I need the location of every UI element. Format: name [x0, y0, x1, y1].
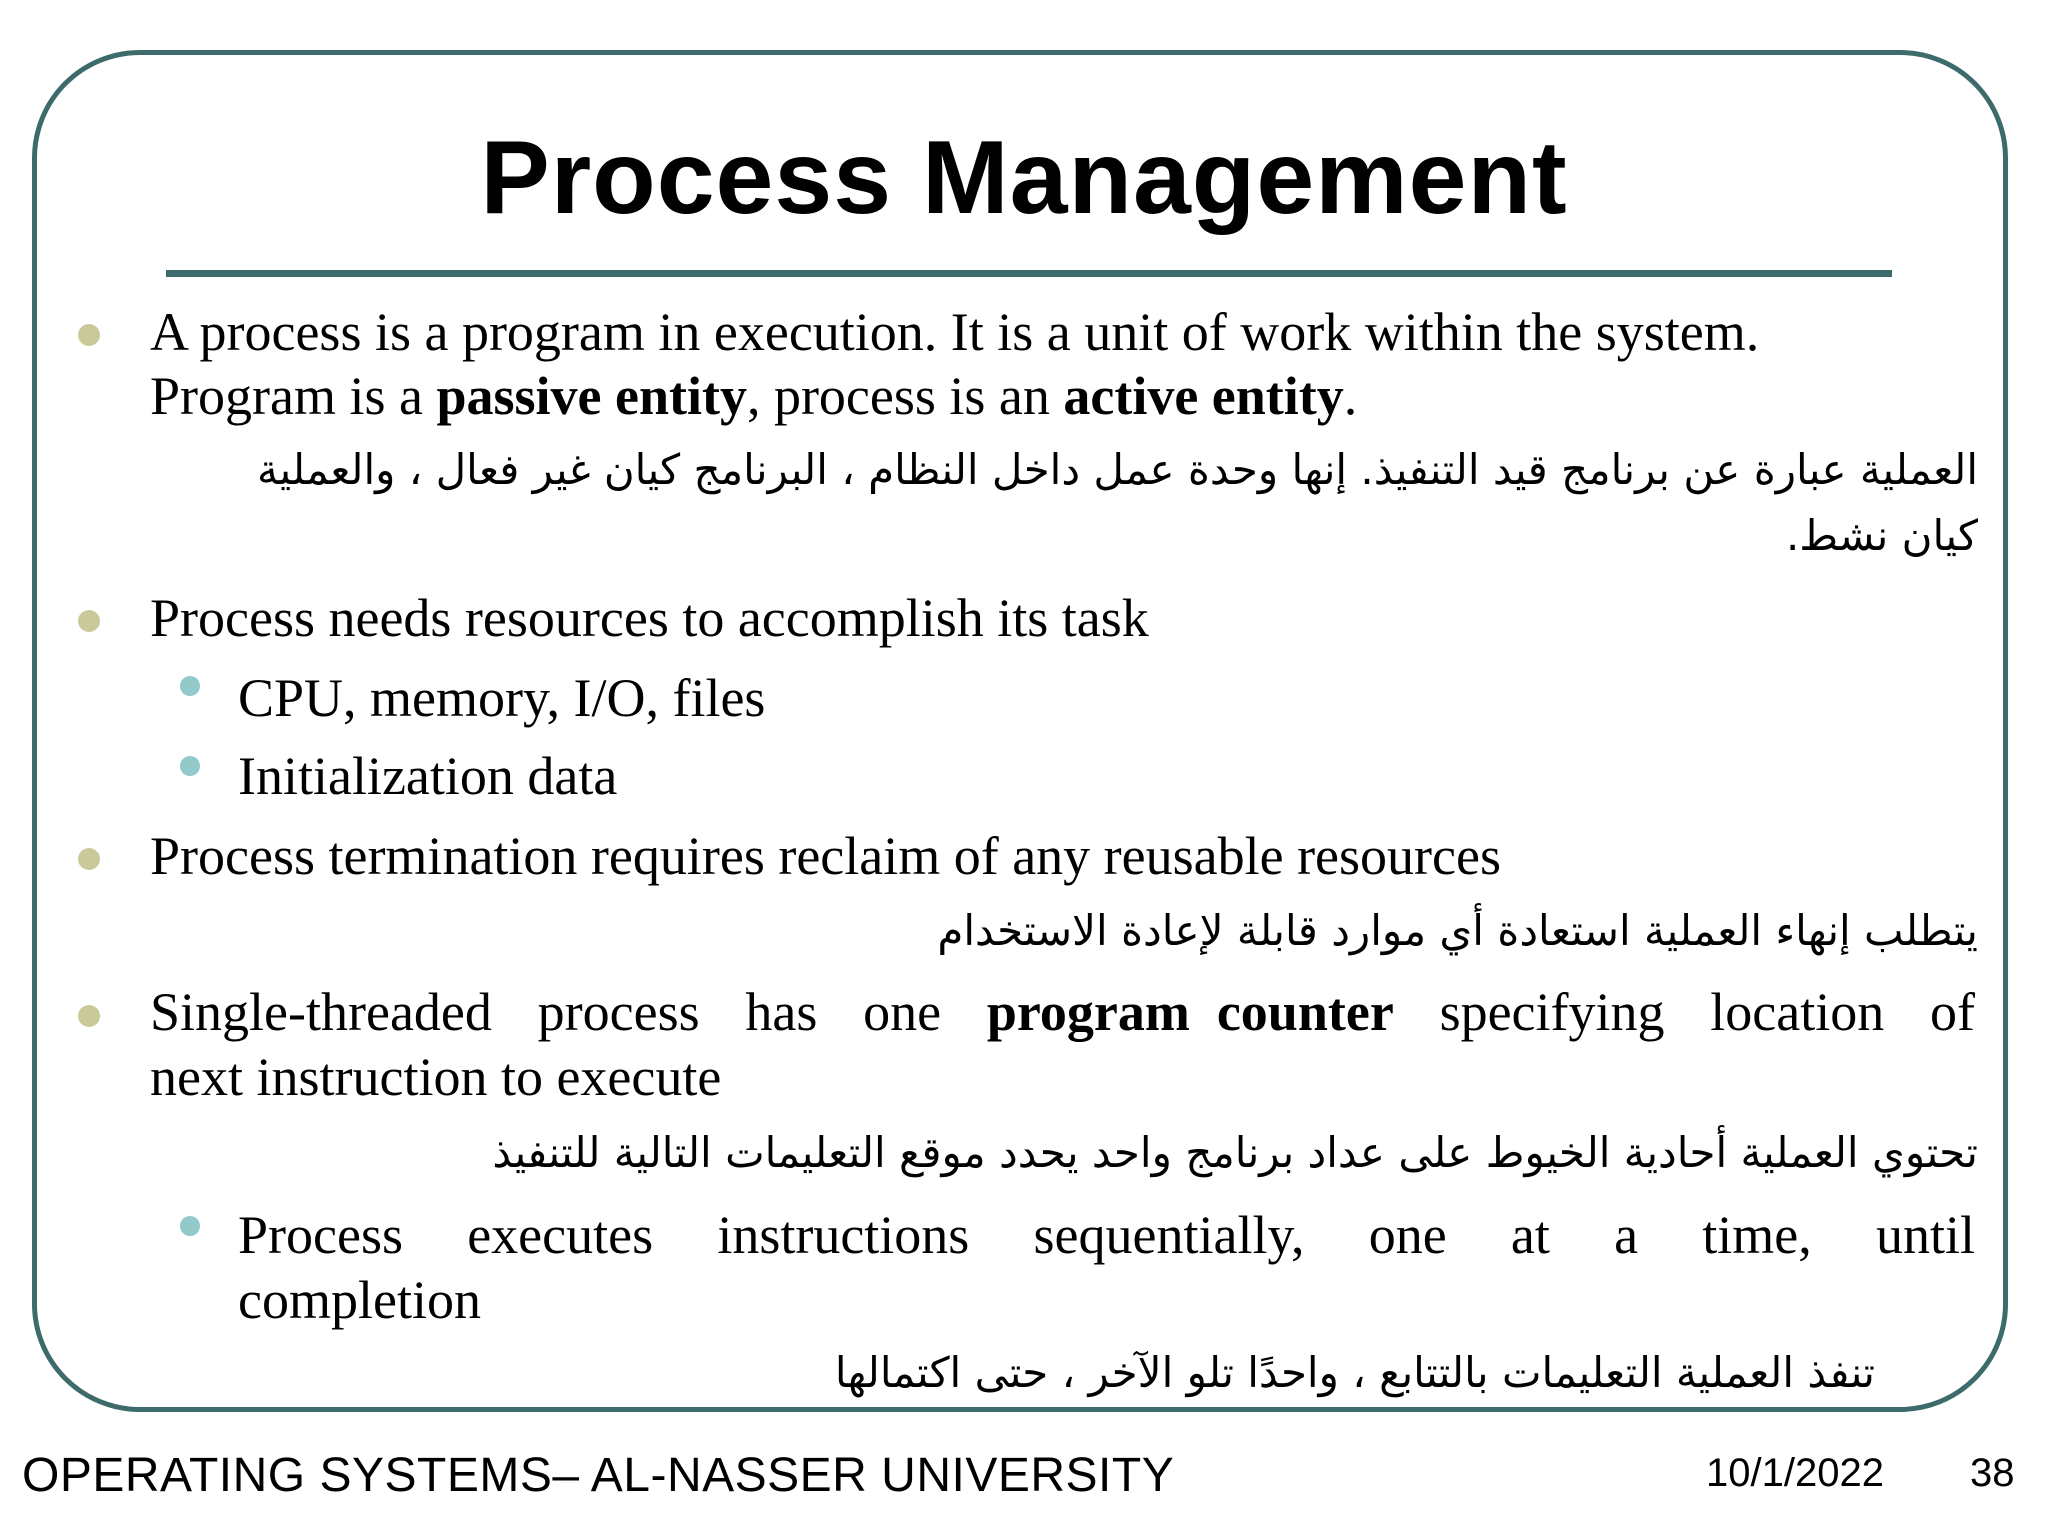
- sub-bullet-2b-text: Initialization data: [238, 746, 618, 806]
- bullet-1-line-1: A process is a program in execution. It is a unit of work within the system.: [150, 302, 1760, 362]
- footer-date: 10/1/2022: [1706, 1451, 1884, 1495]
- bullet-dot-2: [78, 610, 100, 632]
- bullet-dot-3: [78, 848, 100, 870]
- bullet-4-line-1: Single-threaded process has one program counter specifying location of: [150, 982, 1975, 1042]
- footer-course-name: OPERATING SYSTEMS– AL-NASSER UNIVERSITY: [22, 1449, 1175, 1502]
- bullet-dot-4: [78, 1005, 100, 1027]
- sub-bullet-4a-line-1: Process executes instructions sequentially, one at a time, until: [238, 1205, 1975, 1265]
- active-entity-term: active entity: [1063, 366, 1344, 426]
- bullet-4-arabic: تحتوي العملية أحادية الخيوط على عداد برنامج واحد يحدد موقع التعليمات التالية للتنفيذ: [492, 1128, 1978, 1177]
- sub-bullet-dot-2b: [180, 756, 200, 776]
- bullet-3-arabic: يتطلب إنهاء العملية استعادة أي موارد قابلة لإعادة الاستخدام: [937, 906, 1978, 955]
- program-counter-term: program counter: [986, 982, 1394, 1042]
- sub-bullet-4a-line-2: completion: [238, 1270, 481, 1330]
- slide-title: Process Management: [480, 120, 1568, 236]
- bullet-2-text: Process needs resources to accomplish its task: [150, 588, 1149, 648]
- sub-bullet-4a-arabic: تنفذ العملية التعليمات بالتتابع ، واحدًا تلو الآخر ، حتى اكتمالها: [834, 1348, 1875, 1397]
- sub-bullet-dot-2a: [180, 676, 200, 696]
- bullet-4-line-2: next instruction to execute: [150, 1047, 722, 1107]
- slide-number: 38: [1970, 1451, 2015, 1495]
- bullet-dot-1: [78, 324, 100, 346]
- bullet-1-line-2: Program is a passive entity, process is an active entity.: [150, 366, 1358, 426]
- bullet-3-text: Process termination requires reclaim of any reusable resources: [150, 826, 1501, 886]
- bullet-1-arabic-line-1: العملية عبارة عن برنامج قيد التنفيذ. إنها وحدة عمل داخل النظام ، البرنامج كيان غير فعال ، والعملية: [257, 445, 1978, 494]
- passive-entity-term: passive entity: [436, 366, 747, 426]
- sub-bullet-dot-4a: [180, 1216, 200, 1236]
- sub-bullet-2a-text: CPU, memory, I/O, files: [238, 668, 766, 728]
- bullet-1-arabic-line-2: كيان نشط.: [1785, 511, 1978, 560]
- title-divider: [166, 270, 1892, 277]
